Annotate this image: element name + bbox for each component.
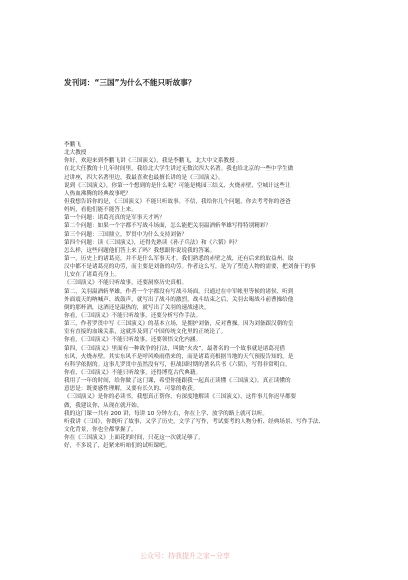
body-line: 《三国演义》是你的必读书，我想真正帮你，有深度地解读《三国演义》，这件事儿你迟早都要 [64, 394, 297, 401]
body-line: 怎么样，这些问题他们答上来了吗？我想跟你说说我的答案。 [64, 247, 216, 254]
body-line: 妈妈，看他们能不能答上来。 [64, 207, 137, 214]
body-line: 人热血沸腾的经典故事吧？ [64, 190, 132, 197]
body-line: 我用了一年的时间，给你做了这门课，希望你能跟我一起真正读懂《三国演义》。真正读懂的 [64, 378, 291, 385]
body-line: 倒的那杯酒，这酒还是温热的，就写出了关羽的速战速决。 [64, 304, 210, 311]
body-line: 第一，历史上的诸葛亮，并不是什么军事天才。我们熟悉的赤壁之战，还有后来的取益州、取 [64, 255, 294, 262]
body-line: 过讲座，四大名著里边，我最喜欢也最擅长讲的是《三国演义》。 [64, 174, 224, 181]
document-body [64, 141, 349, 450]
body-line: 你看，《三国演义》不能只听故事，还要分析写作手法。 [64, 312, 202, 319]
body-line: 第二个问题：如果一个字都不写战斗场面，怎么能把关羽温酒斩华雄写得特别精彩？ [64, 223, 271, 230]
body-line: 好，不多说了，赶紧来听咱们的试听课吧。 [64, 443, 171, 450]
body-line: 你看，《三国演义》不能只听故事，还得博览古代典籍。 [64, 369, 202, 376]
body-line: 第四，《三国演义》里面有一种战争的打法，叫做“火攻”，最著名的一个故事就是诸葛亮借 [64, 345, 286, 352]
body-line: 第三，作者罗贯中写《三国演义》的基本立场，是拥护刘备，反对曹操。因为刘备跟汉朝的皇 [64, 321, 294, 328]
watermark: 公众号：持我提升之家~分享 [140, 552, 230, 560]
author-title: 北大教授 [64, 150, 87, 157]
body-line: 听我讲《三国》，你既听了故事，又学了历史，文学了写作，考试要考的人物分析、经典场景、写作手法、 [64, 418, 325, 425]
body-line: 你在《三国演义》上面花的时间，只花这一次就足够了。 [64, 435, 204, 442]
body-line: 你好，欢迎来到李鹏飞讲《三国演义》，我是李鹏飞，北大中文系教授 。 [64, 158, 242, 165]
body-line: 第三个问题：三国鼎立，罗贯中为什么支持刘备？ [64, 231, 188, 238]
body-line: 在北大任教的十几年时间里，我给北大学生讲过无数次四大名著。我也给北京的一些中学生做 [64, 166, 294, 173]
body-line: 意思是：既要感性理解，又要有长久的、可靠的收获。 [64, 386, 199, 393]
body-line: 汉中都不是诸葛亮的功劳，而主要是刘备的功劳。作者这么写，是为了塑造人物的需要，把刘备于的事 [64, 264, 316, 271]
body-line: 东风，火烧赤壁。其实东风不是呼风唤雨借来的，而是诸葛亮根据当地的天气预报告知的，是 [64, 353, 294, 360]
body-line: 第四个问题：读《三国演义》，还得先熟读《孙子兵法》和《六韬》吗？ [64, 239, 241, 246]
author-name: 李鹏飞 [64, 142, 81, 148]
body-line: 外面震天的呐喊声、战鼓声，就写出了战斗的激烈，战斗结束之后，关羽去喝战斗前曹操给他 [64, 296, 294, 303]
body-line: 你看，《三国演义》不能只听故事，还要领悟文化内涵。 [64, 337, 202, 344]
body-line: 有科学依据的。这事儿罗贯中虽然没有写，但战国时期的著名兵书《六韬》，写得非常明白。 [64, 361, 291, 368]
body-line: 儿安在了诸葛亮身上。 [64, 272, 120, 279]
body-line: 文化背景，你也全都掌握了。 [64, 426, 137, 433]
body-line: 说到《三国演义》，你第一个想到的是什么呢？可能是桃园三结义、火烧赤壁，空城计这些让 [64, 182, 291, 189]
body-line: 《三国演义》不能只听故事，还要洞察历史真相。 [64, 280, 188, 287]
document-title: 发刊词：“三国”为什么不能只听故事？ [64, 78, 196, 87]
body-line: 做，我建议你，从现在就开始。 [64, 402, 143, 409]
body-line: 第二，关羽温酒斩华雄，作者一个字都没有写战斗场面。只通过在中军帐里等候的诸侯、听到 [64, 288, 294, 295]
body-line: 我的这门课一共有 200 讲，每讲 10 分钟左右，你在上学、放学的路上就可以听。 [64, 410, 268, 417]
body-line: 第一个问题：诸葛亮真的是军事天才吗？ [64, 215, 165, 222]
body-line: 但我想告诉你的是，《三国演义》不能只听故事。不信，我给你几个问题，你去考考你的爸爸 [64, 198, 291, 205]
body-line: 室有直接的血缘关系，这就涉及到了中国传统文化里的正统论了。 [64, 329, 227, 336]
